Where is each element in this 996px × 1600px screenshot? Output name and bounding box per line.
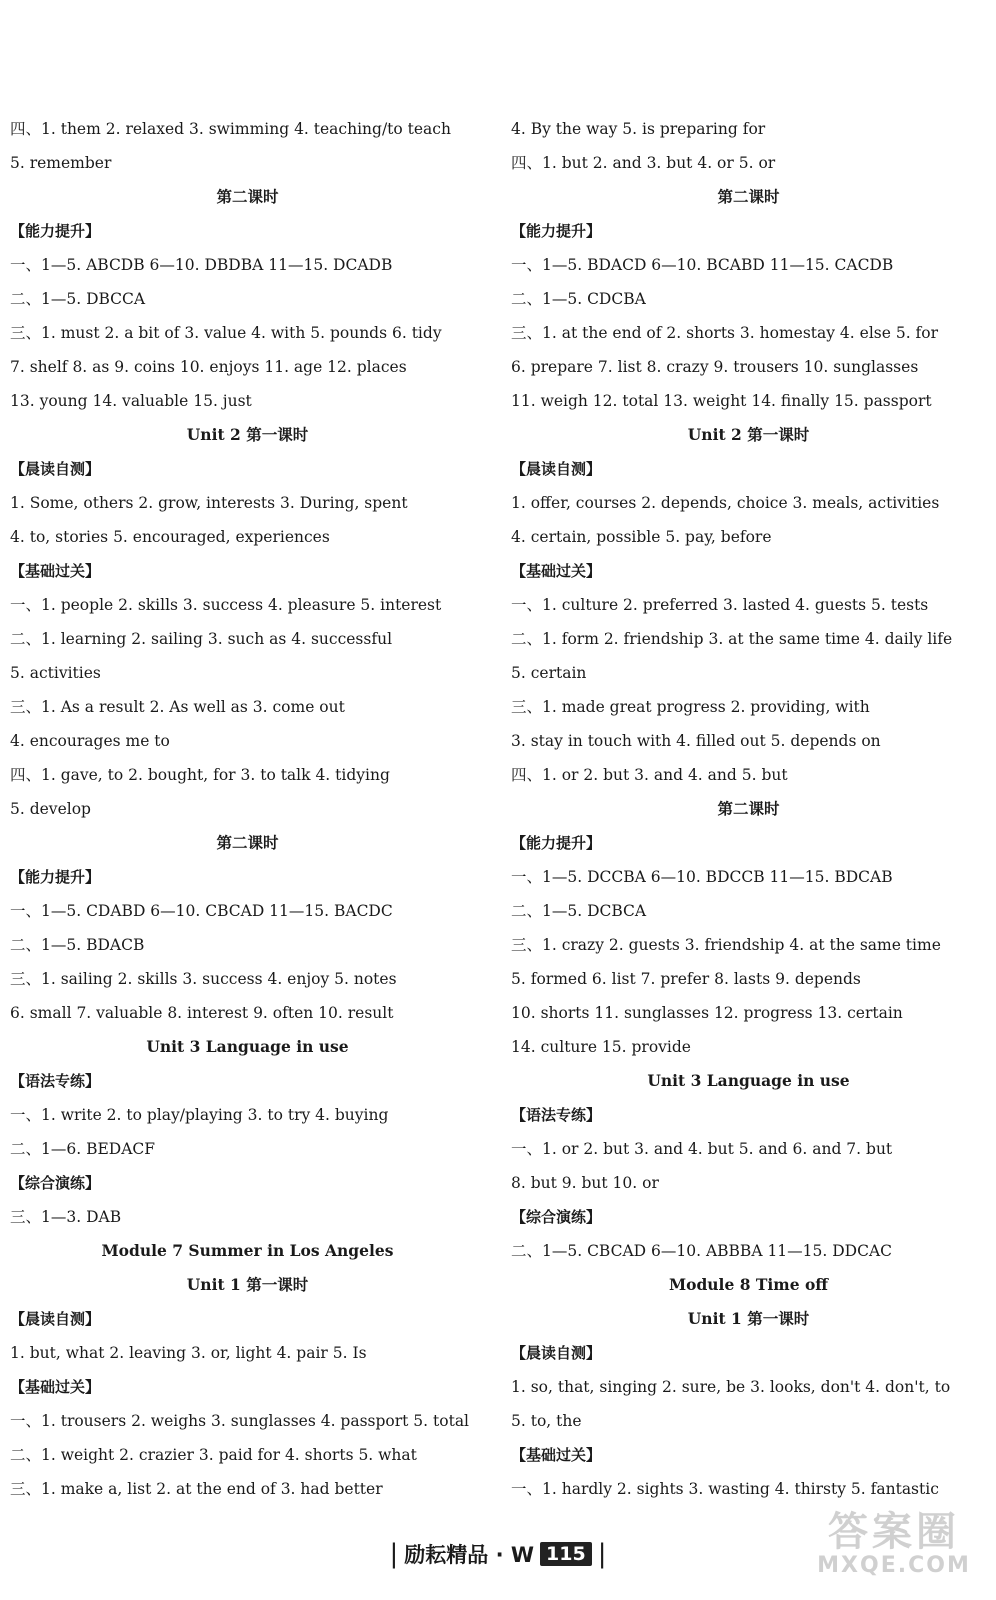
section-heading: 【能力提升】: [10, 222, 101, 240]
answer-line: 一、1. people 2. skills 3. success 4. pleasure 5. interest: [10, 596, 442, 614]
answer-line: 3. stay in touch with 4. filled out 5. depends on: [511, 732, 881, 750]
answer-line: 二、1—5. CBCAD 6—10. ABBBA 11—15. DDCAC: [511, 1242, 893, 1260]
footer-bar-icon: |: [389, 1539, 399, 1569]
answer-line: 二、1. learning 2. sailing 3. such as 4. successful: [10, 630, 393, 648]
section-heading: 【语法专练】: [10, 1072, 101, 1090]
section-heading: 【综合演练】: [10, 1174, 101, 1192]
section-title: Module 8 Time off: [668, 1275, 829, 1294]
answer-line: 二、1—5. DCBCA: [511, 902, 647, 920]
watermark: [804, 1510, 984, 1590]
section-title: Unit 2 第一课时: [186, 425, 309, 444]
answer-line: 一、1. write 2. to play/playing 3. to try 4. buying: [10, 1106, 389, 1124]
section-title: Unit 1 第一课时: [687, 1309, 810, 1328]
answer-line: 4. to, stories 5. encouraged, experiences: [10, 528, 330, 546]
answer-line: 三、1—3. DAB: [10, 1208, 122, 1226]
answer-line: 三、1. As a result 2. As well as 3. come out: [10, 698, 345, 716]
answer-line: 三、1. sailing 2. skills 3. success 4. enjoy 5. notes: [10, 970, 397, 988]
answer-line: 13. young 14. valuable 15. just: [10, 392, 252, 410]
answer-line: 5. to, the: [511, 1412, 582, 1430]
answer-line: 4. By the way 5. is preparing for: [511, 120, 766, 138]
answer-line: 三、1. made great progress 2. providing, with: [511, 698, 870, 716]
answer-line: 5. activities: [10, 664, 101, 682]
section-heading: 【基础过关】: [511, 562, 602, 580]
answer-line: 一、1—5. BDACD 6—10. BCABD 11—15. CACDB: [511, 256, 894, 274]
answer-line: 四、1. them 2. relaxed 3. swimming 4. teaching/to teach: [10, 120, 451, 138]
answer-line: 5. formed 6. list 7. prefer 8. lasts 9. depends: [511, 970, 861, 988]
answer-line: 三、1. at the end of 2. shorts 3. homestay 4. else 5. for: [511, 324, 939, 342]
answer-line: 5. develop: [10, 800, 91, 818]
answer-line: 6. prepare 7. list 8. crazy 9. trousers 10. sunglasses: [511, 358, 919, 376]
answer-line: 1. offer, courses 2. depends, choice 3. meals, activities: [511, 494, 940, 512]
answer-line: 6. small 7. valuable 8. interest 9. often 10. result: [10, 1004, 394, 1022]
answer-line: 一、1—5. DCCBA 6—10. BDCCB 11—15. BDCAB: [511, 868, 893, 886]
section-heading: 【晨读自测】: [10, 460, 101, 478]
answer-line: 4. encourages me to: [10, 732, 170, 750]
watermark-url: MXQE.COM: [817, 1553, 971, 1578]
section-title: Unit 1 第一课时: [186, 1275, 309, 1294]
answer-line: 二、1—6. BEDACF: [10, 1140, 156, 1158]
section-title: 第二课时: [717, 799, 780, 818]
section-title: Unit 3 Language in use: [647, 1071, 850, 1090]
section-heading: 【晨读自测】: [511, 1344, 602, 1362]
answer-line: 8. but 9. but 10. or: [511, 1174, 659, 1192]
section-heading: 【晨读自测】: [10, 1310, 101, 1328]
answer-line: 一、1—5. CDABD 6—10. CBCAD 11—15. BACDC: [10, 902, 393, 920]
answer-line: 二、1. weight 2. crazier 3. paid for 4. shorts 5. what: [10, 1446, 417, 1464]
footer-bar-icon: |: [597, 1539, 607, 1569]
answer-line: 7. shelf 8. as 9. coins 10. enjoys 11. age 12. places: [10, 358, 407, 376]
answer-line: 四、1. gave, to 2. bought, for 3. to talk 4. tidying: [10, 766, 390, 784]
section-heading: 【晨读自测】: [511, 460, 602, 478]
section-heading: 【综合演练】: [511, 1208, 602, 1226]
answer-line: 5. certain: [511, 664, 587, 682]
answer-line: 一、1. hardly 2. sights 3. wasting 4. thirsty 5. fantastic: [511, 1480, 939, 1498]
section-title: Unit 2 第一课时: [687, 425, 810, 444]
section-heading: 【基础过关】: [10, 562, 101, 580]
answer-line: 4. certain, possible 5. pay, before: [511, 528, 772, 546]
answer-line: 三、1. make a, list 2. at the end of 3. had better: [10, 1480, 383, 1498]
page-number: 115: [540, 1542, 592, 1566]
section-heading: 【能力提升】: [511, 834, 602, 852]
answer-line: 二、1. form 2. friendship 3. at the same time 4. daily life: [511, 630, 953, 648]
answer-line: 二、1—5. DBCCA: [10, 290, 146, 308]
brand-mark: [390, 1539, 607, 1569]
answer-line: 一、1. culture 2. preferred 3. lasted 4. guests 5. tests: [511, 596, 929, 614]
answer-line: 一、1. trousers 2. weighs 3. sunglasses 4. passport 5. total: [10, 1412, 470, 1430]
section-title: Unit 3 Language in use: [146, 1037, 349, 1056]
answer-line: 一、1. or 2. but 3. and 4. but 5. and 6. and 7. but: [511, 1140, 893, 1158]
answer-line: 1. Some, others 2. grow, interests 3. During, spent: [10, 494, 408, 512]
answer-line: 二、1—5. CDCBA: [511, 290, 646, 308]
section-heading: 【能力提升】: [10, 868, 101, 886]
answer-line: 1. but, what 2. leaving 3. or, light 4. pair 5. Is: [10, 1344, 367, 1362]
answer-line: 10. shorts 11. sunglasses 12. progress 13. certain: [511, 1004, 903, 1022]
answer-line: 二、1—5. BDACB: [10, 936, 145, 954]
answer-line: 14. culture 15. provide: [511, 1038, 691, 1056]
answer-line: 四、1. or 2. but 3. and 4. and 5. but: [511, 766, 788, 784]
right-column: [511, 112, 986, 1506]
section-heading: 【基础过关】: [511, 1446, 602, 1464]
section-title: 第二课时: [216, 187, 279, 206]
section-title: Module 7 Summer in Los Angeles: [101, 1241, 394, 1260]
brand-name: 励耘精品 · W: [404, 1543, 535, 1567]
section-heading: 【能力提升】: [511, 222, 602, 240]
section-title: 第二课时: [216, 833, 279, 852]
answer-line: 三、1. must 2. a bit of 3. value 4. with 5. pounds 6. tidy: [10, 324, 442, 342]
section-title: 第二课时: [717, 187, 780, 206]
answer-line: 一、1—5. ABCDB 6—10. DBDBA 11—15. DCADB: [10, 256, 393, 274]
watermark-title: 答案圈: [828, 1509, 960, 1555]
left-column: [10, 112, 485, 1506]
answer-line: 1. so, that, singing 2. sure, be 3. looks, don't 4. don't, to: [511, 1378, 951, 1396]
answer-line: 5. remember: [10, 154, 112, 172]
answer-line: 四、1. but 2. and 3. but 4. or 5. or: [511, 154, 776, 172]
answer-line: 11. weigh 12. total 13. weight 14. finally 15. passport: [511, 392, 932, 410]
answer-line: 三、1. crazy 2. guests 3. friendship 4. at the same time: [511, 936, 941, 954]
section-heading: 【基础过关】: [10, 1378, 101, 1396]
section-heading: 【语法专练】: [511, 1106, 602, 1124]
